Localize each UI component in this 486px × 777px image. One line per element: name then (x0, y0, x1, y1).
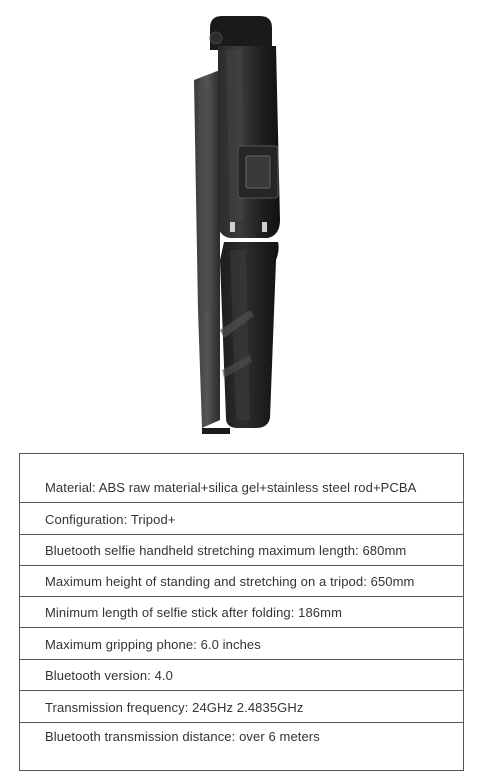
spec-text: Bluetooth selfie handheld stretching maximum length: 680mm (45, 543, 407, 558)
spec-row-distance (20, 722, 463, 770)
spec-row-max-length (20, 534, 463, 565)
spec-text: Maximum gripping phone: 6.0 inches (45, 637, 261, 652)
spec-row-tripod-height (20, 565, 463, 596)
spec-table (19, 453, 464, 771)
spec-text: Transmission frequency: 24GHz 2.4835GHz (45, 700, 304, 715)
spec-row-material (20, 454, 463, 502)
spec-row-phone-size (20, 627, 463, 659)
spec-row-bluetooth-version (20, 659, 463, 690)
spec-text: Bluetooth transmission distance: over 6 meters (45, 729, 320, 744)
spec-text: Configuration: Tripod+ (45, 512, 176, 527)
spec-row-folded-length (20, 596, 463, 627)
spec-text: Maximum height of standing and stretching on a tripod: 650mm (45, 574, 415, 589)
spec-text: Minimum length of selfie stick after folding: 186mm (45, 605, 342, 620)
spec-row-frequency (20, 690, 463, 722)
product-image (180, 10, 310, 435)
spec-text: Bluetooth version: 4.0 (45, 668, 173, 683)
spec-row-configuration (20, 502, 463, 534)
spec-text: Material: ABS raw material+silica gel+stainless steel rod+PCBA (45, 480, 417, 495)
